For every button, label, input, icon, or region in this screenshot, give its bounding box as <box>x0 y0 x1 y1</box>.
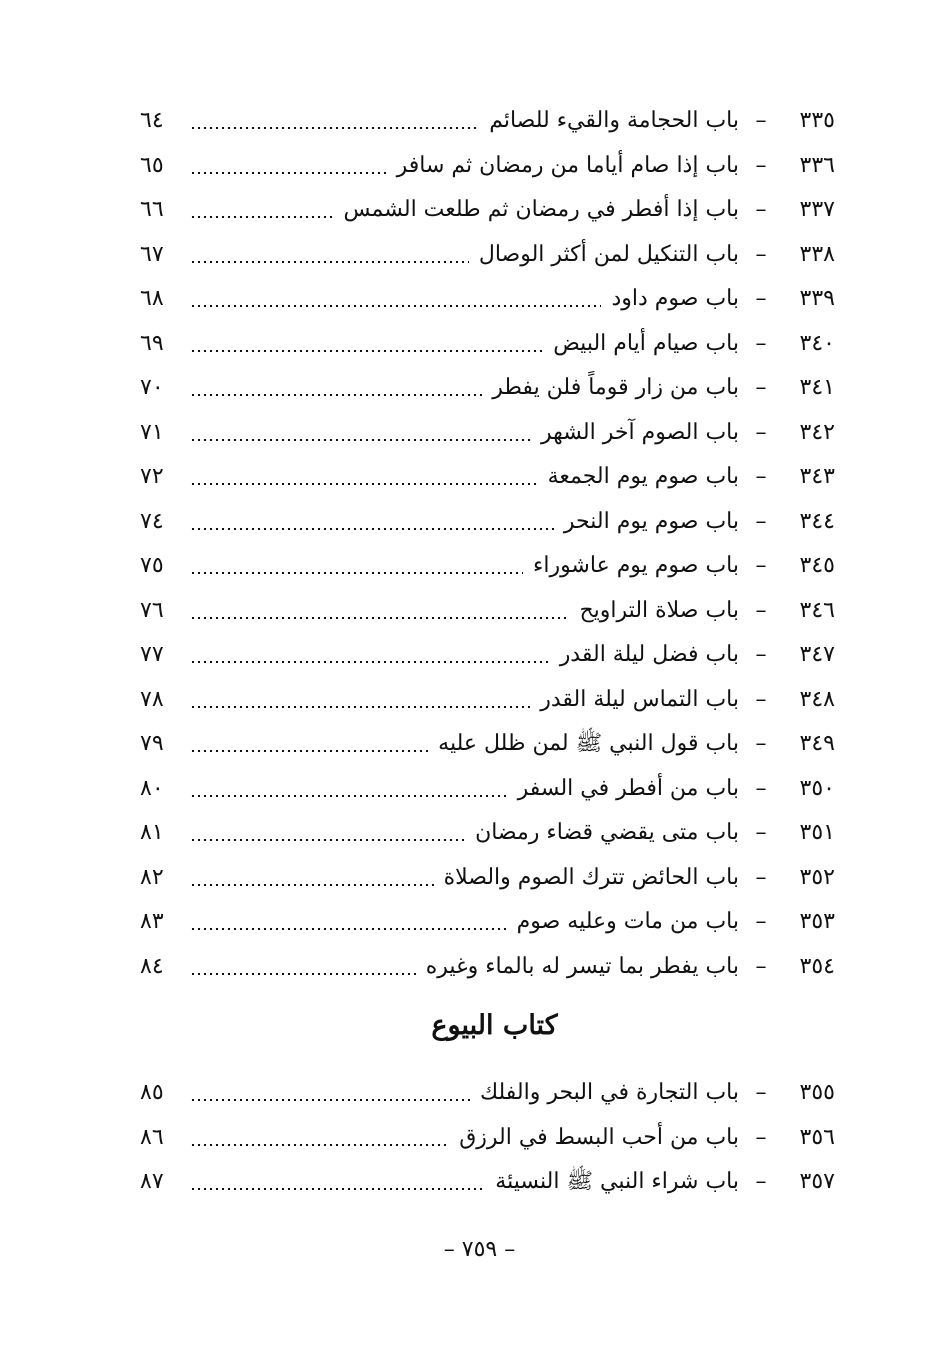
entry-page-number: ٧١ <box>140 419 164 445</box>
entry-title: باب التنكيل لمن أكثر الوصال <box>478 241 739 267</box>
toc-entry <box>140 589 835 634</box>
entry-title: باب يفطر بما تيسر له بالماء وغيره <box>425 953 739 979</box>
entry-number: ٣٥٥ <box>799 1080 835 1106</box>
dot-leader <box>190 172 387 174</box>
entry-title: باب قول النبي ﷺ لمن ظلل عليه <box>438 731 739 757</box>
toc-entry <box>140 945 835 990</box>
entry-dash: – <box>755 508 767 534</box>
dot-leader <box>190 1188 485 1190</box>
entry-number: ٣٥٠ <box>799 775 835 801</box>
entry-page-number: ٧٦ <box>140 597 164 623</box>
toc-entry <box>140 811 835 856</box>
entry-number: ٣٤٧ <box>799 642 835 668</box>
toc-entry <box>140 900 835 945</box>
entry-page-number: ٦٤ <box>140 108 164 134</box>
entry-number: ٣٣٩ <box>799 286 835 312</box>
entry-title: باب شراء النبي ﷺ النسيئة <box>495 1169 739 1195</box>
entry-dash: – <box>755 864 767 890</box>
entry-page-number: ٧٥ <box>140 553 164 579</box>
entry-number: ٣٥٤ <box>799 953 835 979</box>
dot-leader <box>190 350 543 352</box>
toc-entry <box>140 1116 835 1161</box>
toc-entry <box>140 1071 835 1116</box>
entry-dash: – <box>755 642 767 668</box>
dot-leader <box>190 261 469 263</box>
dot-leader <box>190 305 601 307</box>
toc-entry <box>140 322 835 367</box>
dot-leader <box>190 973 416 975</box>
toc-entry <box>140 455 835 500</box>
dot-leader <box>190 394 482 396</box>
entry-page-number: ٨٧ <box>140 1169 164 1195</box>
entry-page-number: ٦٧ <box>140 241 164 267</box>
entry-dash: – <box>755 909 767 935</box>
dot-leader <box>190 1099 470 1101</box>
toc-entry <box>140 678 835 723</box>
entry-page-number: ٨٣ <box>140 909 164 935</box>
entry-number: ٣٤٦ <box>799 597 835 623</box>
entry-page-number: ٨٥ <box>140 1080 164 1106</box>
entry-dash: – <box>755 419 767 445</box>
dot-leader <box>190 1144 449 1146</box>
entry-page-number: ٧٠ <box>140 375 164 401</box>
entry-page-number: ٨٤ <box>140 953 164 979</box>
entry-title: باب الحائض تترك الصوم والصلاة <box>443 864 739 890</box>
dot-leader <box>190 483 538 485</box>
entry-number: ٣٥١ <box>799 820 835 846</box>
entry-dash: – <box>755 686 767 712</box>
toc-entry <box>140 411 835 456</box>
entry-title: باب الصوم آخر الشهر <box>541 419 739 445</box>
entry-dash: – <box>755 108 767 134</box>
toc-entry <box>140 277 835 322</box>
dot-leader <box>190 706 530 708</box>
toc-entry <box>140 144 835 189</box>
entry-page-number: ٧٤ <box>140 508 164 534</box>
entry-page-number: ٧٩ <box>140 731 164 757</box>
entry-page-number: ٦٩ <box>140 330 164 356</box>
toc-entry <box>140 188 835 233</box>
entry-number: ٣٤٤ <box>799 508 835 534</box>
entry-page-number: ٨٦ <box>140 1124 164 1150</box>
entry-title: باب من زار قوماً فلن يفطر <box>492 375 739 401</box>
entry-page-number: ٨٢ <box>140 864 164 890</box>
dot-leader <box>190 528 554 530</box>
entry-title: باب فضل ليلة القدر <box>559 642 739 668</box>
entry-number: ٣٣٦ <box>799 152 835 178</box>
entry-dash: – <box>755 820 767 846</box>
entry-number: ٣٥٦ <box>799 1124 835 1150</box>
entry-title: باب صوم داود <box>611 286 739 312</box>
toc-entry <box>140 767 835 812</box>
entry-dash: – <box>755 197 767 223</box>
entry-title: باب صوم يوم الجمعة <box>547 464 739 490</box>
entry-dash: – <box>755 286 767 312</box>
entry-page-number: ٧٧ <box>140 642 164 668</box>
toc-entry <box>140 233 835 278</box>
table-of-contents-continued <box>140 1071 835 1205</box>
entry-dash: – <box>755 1124 767 1150</box>
dot-leader <box>190 572 523 574</box>
entry-title: باب إذا أفطر في رمضان ثم طلعت الشمس <box>343 197 739 223</box>
entry-dash: – <box>755 464 767 490</box>
entry-dash: – <box>755 1169 767 1195</box>
entry-title: باب من مات وعليه صوم <box>516 909 739 935</box>
entry-number: ٣٣٧ <box>799 197 835 223</box>
entry-dash: – <box>755 152 767 178</box>
dot-leader <box>190 127 479 129</box>
entry-number: ٣٤١ <box>799 375 835 401</box>
entry-dash: – <box>755 953 767 979</box>
entry-title: باب إذا صام أياما من رمضان ثم سافر <box>396 152 739 178</box>
entry-number: ٣٥٢ <box>799 864 835 890</box>
entry-title: باب من أحب البسط في الرزق <box>459 1124 739 1150</box>
entry-title: باب متى يقضي قضاء رمضان <box>475 820 739 846</box>
dot-leader <box>190 439 531 441</box>
table-of-contents <box>140 99 835 989</box>
entry-page-number: ٦٦ <box>140 197 164 223</box>
entry-dash: – <box>755 241 767 267</box>
dot-leader <box>190 795 508 797</box>
entry-dash: – <box>755 1080 767 1106</box>
entry-number: ٣٣٨ <box>799 241 835 267</box>
entry-dash: – <box>755 597 767 623</box>
dot-leader <box>190 750 428 752</box>
toc-entry <box>140 500 835 545</box>
toc-entry <box>140 99 835 144</box>
entry-number: ٣٣٥ <box>799 108 835 134</box>
entry-title: باب صلاة التراويح <box>579 597 739 623</box>
toc-entry <box>140 633 835 678</box>
entry-page-number: ٧٨ <box>140 686 164 712</box>
entry-page-number: ٨١ <box>140 820 164 846</box>
entry-number: ٣٤٠ <box>799 330 835 356</box>
toc-entry <box>140 722 835 767</box>
entry-number: ٣٤٨ <box>799 686 835 712</box>
entry-title: باب صوم يوم عاشوراء <box>532 553 739 579</box>
toc-entry <box>140 1160 835 1205</box>
entry-dash: – <box>755 375 767 401</box>
entry-page-number: ٧٢ <box>140 464 164 490</box>
dot-leader <box>190 839 465 841</box>
entry-title: باب صيام أيام البيض <box>553 330 739 356</box>
entry-title: باب صوم يوم النحر <box>563 508 739 534</box>
entry-dash: – <box>755 775 767 801</box>
page-number-footer: – ٧٥٩ – <box>443 1237 516 1262</box>
entry-title: باب من أفطر في السفر <box>517 775 739 801</box>
entry-number: ٣٤٣ <box>799 464 835 490</box>
dot-leader <box>190 661 550 663</box>
entry-number: ٣٤٩ <box>799 731 835 757</box>
entry-dash: – <box>755 731 767 757</box>
entry-title: باب التجارة في البحر والفلك <box>479 1080 739 1106</box>
entry-dash: – <box>755 330 767 356</box>
entry-number: ٣٥٣ <box>799 909 835 935</box>
entry-dash: – <box>755 553 767 579</box>
entry-title: باب التماس ليلة القدر <box>540 686 739 712</box>
dot-leader <box>190 884 434 886</box>
entry-title: باب الحجامة والقيء للصائم <box>489 108 739 134</box>
entry-number: ٣٥٧ <box>799 1169 835 1195</box>
entry-page-number: ٦٥ <box>140 152 164 178</box>
dot-leader <box>190 216 333 218</box>
toc-entry <box>140 856 835 901</box>
toc-entry <box>140 544 835 589</box>
section-heading: كتاب البيوع <box>431 1010 558 1041</box>
entry-number: ٣٤٥ <box>799 553 835 579</box>
toc-entry <box>140 366 835 411</box>
entry-page-number: ٨٠ <box>140 775 164 801</box>
entry-number: ٣٤٢ <box>799 419 835 445</box>
dot-leader <box>190 617 569 619</box>
entry-page-number: ٦٨ <box>140 286 164 312</box>
dot-leader <box>190 928 507 930</box>
